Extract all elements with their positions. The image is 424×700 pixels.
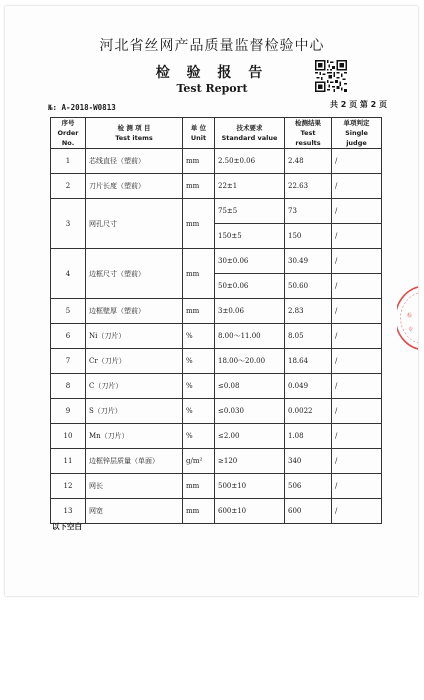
test-results-table	[50, 117, 382, 524]
result-cell: 18.64	[285, 349, 332, 374]
standard-cell: 500±10	[215, 474, 285, 499]
standard-cell: 600±10	[215, 499, 285, 524]
result-cell: 340	[285, 449, 332, 474]
item-cell: 边框尺寸（塑前）	[86, 249, 183, 299]
unit-cell: mm	[183, 174, 215, 199]
result-cell: 150	[285, 224, 332, 249]
table-row	[51, 399, 382, 424]
unit-cell: %	[183, 399, 215, 424]
blank-below-note: 以下空白	[52, 522, 82, 531]
standard-cell: 2.50±0.06	[215, 149, 285, 174]
item-cell: 网孔尺寸	[86, 199, 183, 249]
judge-cell: /	[332, 449, 382, 474]
unit-cell: mm	[183, 299, 215, 324]
order-cell: 13	[51, 499, 86, 524]
standard-cell: 8.00～11.00	[215, 324, 285, 349]
unit-cell: mm	[183, 199, 215, 249]
table-header-row	[51, 118, 382, 149]
judge-cell: /	[332, 324, 382, 349]
order-cell: 6	[51, 324, 86, 349]
judge-cell: /	[332, 249, 382, 274]
item-cell: Cr（刀片）	[86, 349, 183, 374]
item-cell: 边框壁厚（塑前）	[86, 299, 183, 324]
judge-cell: /	[332, 399, 382, 424]
report-number: №: A-2018-W0813	[48, 103, 116, 112]
table-row	[51, 324, 382, 349]
standard-cell: 50±0.06	[215, 274, 285, 299]
order-cell: 11	[51, 449, 86, 474]
table-row	[51, 174, 382, 199]
item-cell: C（刀片）	[86, 374, 183, 399]
item-cell: 刀片长度（塑前）	[86, 174, 183, 199]
unit-cell: mm	[183, 474, 215, 499]
item-cell: Ni（刀片）	[86, 324, 183, 349]
result-cell: 0.049	[285, 374, 332, 399]
judge-cell: /	[332, 149, 382, 174]
result-cell: 50.60	[285, 274, 332, 299]
judge-cell: /	[332, 224, 382, 249]
column-header-order: 序号 Order No.	[51, 118, 86, 149]
standard-cell: 3±0.06	[215, 299, 285, 324]
order-cell: 2	[51, 174, 86, 199]
table-row	[51, 249, 382, 274]
unit-cell: %	[183, 324, 215, 349]
page-indicator: 共 2 页 第 2 页	[329, 100, 387, 109]
result-cell: 2.83	[285, 299, 332, 324]
standard-cell: 150±5	[215, 224, 285, 249]
result-cell: 30.49	[285, 249, 332, 274]
table-row	[51, 499, 382, 524]
standard-cell: 18.00～20.00	[215, 349, 285, 374]
svg-text:检: 检	[407, 313, 413, 319]
table-row	[51, 199, 382, 224]
column-header-judge: 单项判定 Single judge	[332, 118, 382, 149]
table-row	[51, 474, 382, 499]
order-cell: 7	[51, 349, 86, 374]
standard-cell: ≥120	[215, 449, 285, 474]
order-cell: 12	[51, 474, 86, 499]
table-row	[51, 299, 382, 324]
judge-cell: /	[332, 274, 382, 299]
order-cell: 10	[51, 424, 86, 449]
table-row	[51, 449, 382, 474]
unit-cell: %	[183, 374, 215, 399]
column-header-result: 检测结果 Test results	[285, 118, 332, 149]
result-cell: 2.48	[285, 149, 332, 174]
result-cell: 73	[285, 199, 332, 224]
table-row	[51, 374, 382, 399]
column-header-standard: 技术要求 Standard value	[215, 118, 285, 149]
result-cell: 22.63	[285, 174, 332, 199]
result-cell: 1.08	[285, 424, 332, 449]
result-cell: 506	[285, 474, 332, 499]
standard-cell: 30±0.06	[215, 249, 285, 274]
result-cell: 0.0022	[285, 399, 332, 424]
order-cell: 9	[51, 399, 86, 424]
item-cell: 网宽	[86, 499, 183, 524]
judge-cell: /	[332, 299, 382, 324]
unit-cell: mm	[183, 249, 215, 299]
table-row	[51, 349, 382, 374]
table-row	[51, 149, 382, 174]
judge-cell: /	[332, 349, 382, 374]
unit-cell: %	[183, 424, 215, 449]
standard-cell: 22±1	[215, 174, 285, 199]
unit-cell: mm	[183, 149, 215, 174]
svg-text:专: 专	[408, 327, 414, 333]
unit-cell: %	[183, 349, 215, 374]
item-cell: 芯线直径（塑前）	[86, 149, 183, 174]
judge-cell: /	[332, 424, 382, 449]
unit-cell: g/m²	[183, 449, 215, 474]
column-header-item: 检 测 项 目 Test items	[86, 118, 183, 149]
result-cell: 600	[285, 499, 332, 524]
judge-cell: /	[332, 174, 382, 199]
red-seal-stamp-icon	[397, 285, 419, 351]
item-cell: S（刀片）	[86, 399, 183, 424]
standard-cell: 75±5	[215, 199, 285, 224]
order-cell: 5	[51, 299, 86, 324]
report-title-english: Test Report	[176, 82, 248, 95]
result-cell: 8.05	[285, 324, 332, 349]
judge-cell: /	[332, 474, 382, 499]
standard-cell: ≤2.00	[215, 424, 285, 449]
standard-cell: ≤0.08	[215, 374, 285, 399]
order-cell: 3	[51, 199, 86, 249]
order-cell: 4	[51, 249, 86, 299]
column-header-unit: 单 位 Unit	[183, 118, 215, 149]
judge-cell: /	[332, 199, 382, 224]
judge-cell: /	[332, 499, 382, 524]
report-title-chinese: 检 验 报 告	[155, 65, 269, 81]
standard-cell: ≤0.030	[215, 399, 285, 424]
organization-title: 河北省丝网产品质量监督检验中心	[99, 38, 325, 54]
order-cell: 1	[51, 149, 86, 174]
table-row	[51, 424, 382, 449]
qr-code-icon	[315, 60, 347, 92]
item-cell: 边框锌层质量（单面）	[86, 449, 183, 474]
item-cell: 网长	[86, 474, 183, 499]
item-cell: Mn（刀片）	[86, 424, 183, 449]
order-cell: 8	[51, 374, 86, 399]
unit-cell: mm	[183, 499, 215, 524]
judge-cell: /	[332, 374, 382, 399]
